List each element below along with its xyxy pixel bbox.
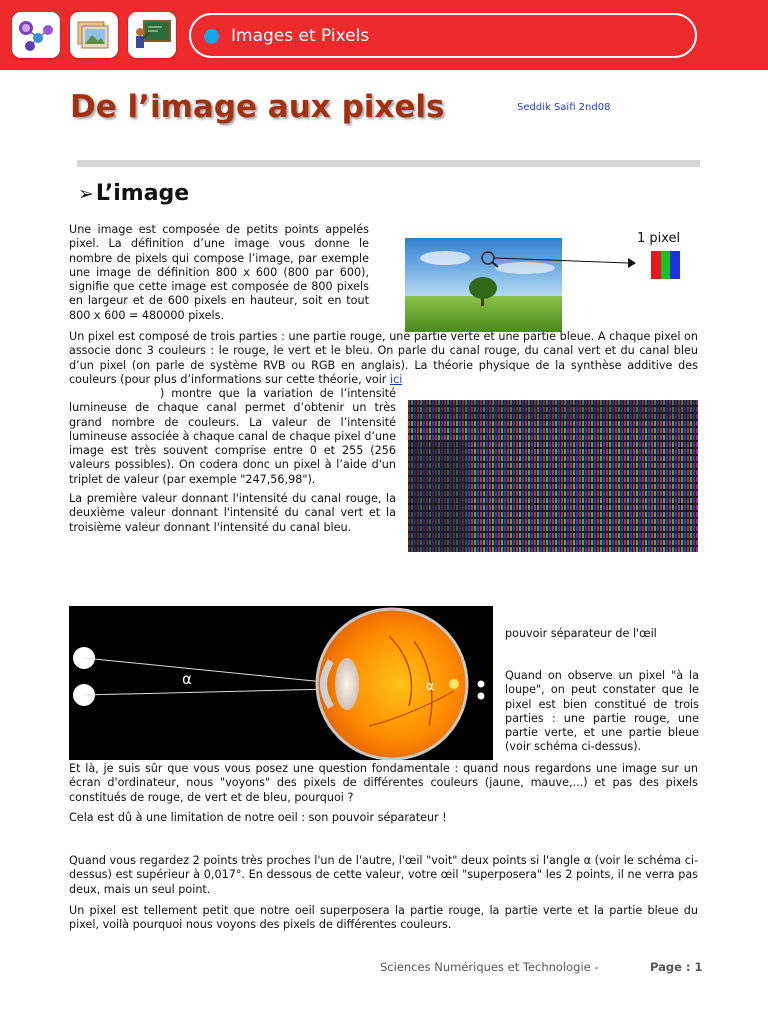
paragraph-rgb-cont: ) montre que la variation de l’intensité lumineuse de chaque canal permet d’obtenir un très grand nombre de couleurs. La valeur de l’intensité lumineuse associée à chaque canal de chaque pixel d’une image est très souvent comprise entre 0 et 255 (256 valeurs possibles). On codera donc un pixel à l’aide d'un triplet de valeur (par exemple "247,56,98"). [69,387,396,486]
pixel-label: 1 pixel [637,231,681,246]
eye-diagram [69,606,493,760]
paragraph-angle: Quand vous regardez 2 points très proches l'un de l'autre, l'œil "voit" deux points si l'angle α (voir le schéma ci-dessus) est supérieur à 0,017°. En dessous de cette valeur, votre œil "superposera" les 2 points, il ne verra pas deux, mais un seul point. [69,854,698,896]
paragraph-rgb-intro [69,330,698,387]
section-title-text: L’image [95,181,190,206]
horizontal-rule [77,160,700,167]
alpha-label-right: α [426,679,434,693]
title-pill [189,13,697,58]
footer-course: Sciences Numériques et Technologie - [380,960,599,974]
paragraph-definition: Une image est composée de petits points appelés pixel. La définition d’une image vous donne le nombre de pixels qui compose l’image, par exemple une image de définition 800 x 600 (800 par 600), signifie que cette image est composée de 800 pixels en largeur et de 600 pixels en hauteur, soit en tout 800 x 600 = 480000 pixels. [69,223,369,322]
section-arrow-icon: ➢ [78,183,94,205]
blue-dot-icon [204,29,219,44]
subpixel-closeup-image [408,400,698,552]
paragraph-rgb-intro-a: Un pixel est composé de trois parties : une partie rouge, une partie verte et une partie bleue. A chaque pixel on associe donc 3 couleurs : le rouge, le vert et le bleu. On parle du canal rouge, du canal vert et du canal bleu d’un pixel (on parle de système RVB ou RGB en anglais). La théorie physique de la synthèse additive des couleurs (pour plus d’informations sur cette théorie, voir [69,330,698,386]
paragraph-question: Et là, je suis sûr que vous vous posez une question fondamentale : quand nous regardons une image sur un écran d'ordinateur, nous "voyons" des pixels de différentes couleurs (jaune, mauve,...) et pas des pixels constitués de rouge, de vert et de bleu, pourquoi ? [69,762,698,804]
paragraph-conclusion: Un pixel est tellement petit que notre oeil superposera la partie rouge, la partie verte et la partie bleue du pixel, voilà pourquoi nous voyons des pixels de différentes couleurs. [69,904,698,932]
paragraph-loupe: Quand on observe un pixel "à la loupe", on peut constater que le pixel est bien constitué de trois parties : une partie rouge, une partie verte, et une partie bleue (voir schéma ci-dessus). [505,669,699,754]
network-icon[interactable] [12,12,60,58]
gallery-icon[interactable] [70,12,118,58]
alpha-label-left: α [182,670,192,688]
section-title [78,181,189,206]
page-number: Page : 1 [650,960,703,974]
eye-caption: pouvoir séparateur de l'œil [505,627,657,640]
rgb-pixel [651,251,680,279]
magnifier-arrow [478,248,648,278]
top-banner [0,0,768,70]
theory-link[interactable]: ici [389,372,403,386]
banner-title: Images et Pixels [231,26,370,46]
teacher-board-icon[interactable] [128,12,176,58]
author-name: Seddik Saifi 2nd08 [517,102,611,113]
paragraph-channel-order: La première valeur donnant l'intensité du canal rouge, la deuxième valeur donnant l'intensité du canal vert et la troisième valeur donnant l'intensité du canal bleu. [69,492,396,534]
paragraph-limitation: Cela est dû à une limitation de notre oeil : son pouvoir séparateur ! [69,811,447,824]
document-title: De l’image aux pixels [70,89,445,125]
